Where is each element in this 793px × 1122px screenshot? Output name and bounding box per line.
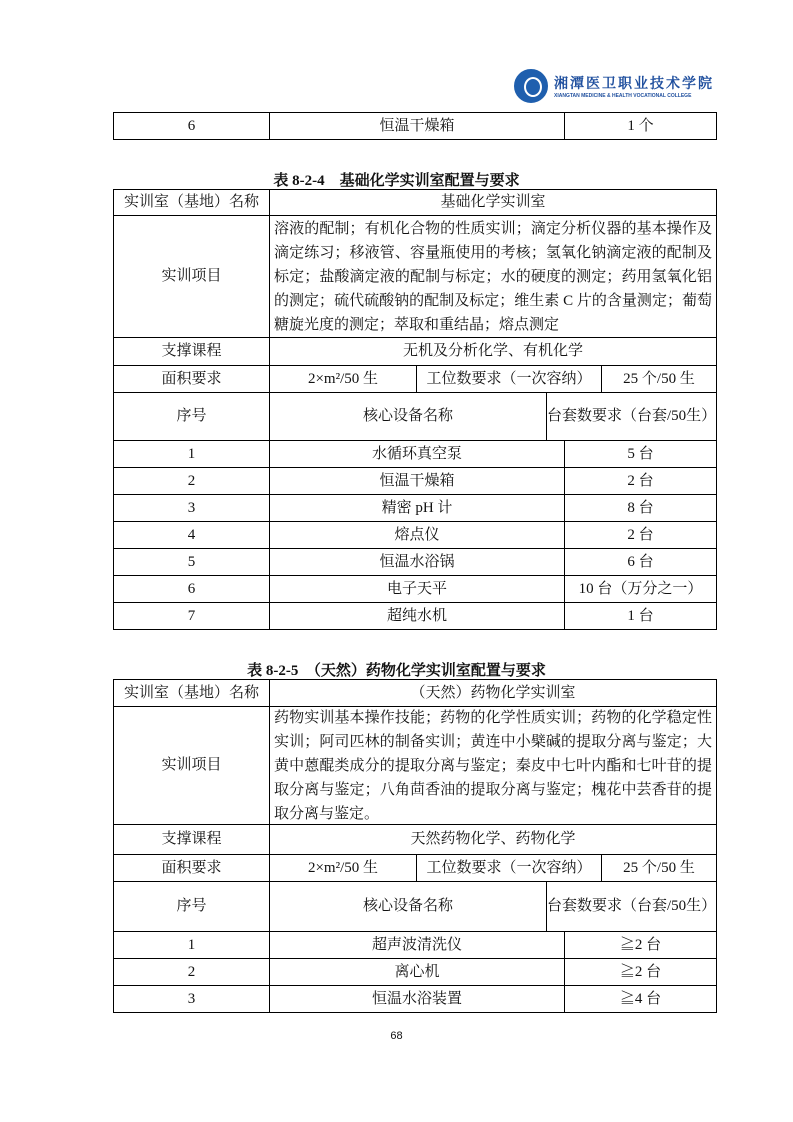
cell-qty: 8 台 <box>564 495 716 521</box>
table-row <box>113 881 717 932</box>
cell-qty: 10 台（万分之一） <box>564 576 716 602</box>
cell-name: 精密 pH 计 <box>269 495 564 521</box>
table-row <box>113 467 717 495</box>
label-station: 工位数要求（一次容纳） <box>416 366 601 392</box>
cell-qty: 6 台 <box>564 549 716 575</box>
cell-qty: 2 台 <box>564 522 716 548</box>
header-qty: 台套数要求（台套/50生） <box>546 882 716 931</box>
cell-no: 1 <box>187 445 196 462</box>
cell-qty: ≧2 台 <box>564 932 716 958</box>
cell-name: 超声波清洗仪 <box>269 932 564 958</box>
table-row <box>113 548 717 576</box>
cell-name: 熔点仪 <box>269 522 564 548</box>
table-row <box>113 392 717 441</box>
table-title: 表 8-2-5 （天然）药物化学实训室配置与要求 <box>247 663 546 679</box>
cell-name: 恒温水浴锅 <box>269 549 564 575</box>
course: 无机及分析化学、有机化学 <box>269 338 716 365</box>
cell-name: 恒温水浴装置 <box>269 986 564 1012</box>
cell-no: 3 <box>187 990 196 1007</box>
cell-name: 恒温干燥箱 <box>269 113 564 139</box>
logo-en: XIANGTAN MEDICINE & HEALTH VOCATIONAL COLLEGE <box>554 93 692 99</box>
cell-qty: ≧2 台 <box>564 959 716 985</box>
table-8-2-5 <box>113 680 717 1013</box>
label-course: 支撑课程 <box>161 343 222 359</box>
cell-name: 电子天平 <box>269 576 564 602</box>
label-projects: 实训项目 <box>161 757 222 773</box>
cell-name: 超纯水机 <box>269 603 564 629</box>
lab-name: 基础化学实训室 <box>269 190 716 215</box>
cell-qty: ≧4 台 <box>564 986 716 1012</box>
table-row <box>113 958 717 986</box>
cell-no: 1 <box>187 936 196 953</box>
area: 2×m²/50 生 <box>269 855 416 881</box>
table-row <box>113 854 717 882</box>
cell-name: 水循环真空泵 <box>269 441 564 467</box>
table-row <box>113 824 717 855</box>
label-area: 面积要求 <box>161 370 222 387</box>
lab-name: （天然）药物化学实训室 <box>269 680 716 706</box>
table-title: 表 8-2-4 基础化学实训室配置与要求 <box>273 173 520 189</box>
college-logo <box>514 66 714 106</box>
cell-name: 离心机 <box>269 959 564 985</box>
station: 25 个/50 生 <box>601 366 716 392</box>
logo-cn: 湘潭医卫职业技术学院 <box>554 77 714 92</box>
cell-no: 6 <box>187 580 196 597</box>
cell-qty: 5 台 <box>564 441 716 467</box>
cell-no: 2 <box>187 472 196 489</box>
header-name: 核心设备名称 <box>269 882 546 931</box>
projects: 药物实训基本操作技能；药物的化学性质实训；药物的化学稳定性实训；阿司匹林的制备实训；黄连中小檗碱的提取分离与鉴定；大黄中蒽醌类成分的提取分离与鉴定；秦皮中七叶内酯和七叶苷的提取分离与鉴定；八角茴香油的提取分离与鉴定；槐花中芸香苷的提取分离与鉴定。 <box>269 707 716 824</box>
cell-no: 7 <box>187 607 196 624</box>
table-row <box>113 931 717 959</box>
table-row <box>113 494 717 522</box>
table-row <box>113 365 717 393</box>
table-8-2-4 <box>113 190 717 630</box>
table-row <box>113 521 717 549</box>
label-station: 工位数要求（一次容纳） <box>416 855 601 881</box>
course: 天然药物化学、药物化学 <box>269 825 716 854</box>
table-row <box>113 112 717 140</box>
table-row <box>113 440 717 468</box>
projects: 溶液的配制；有机化合物的性质实训；滴定分析仪器的基本操作及滴定练习；移液管、容量瓶使用的考核；氢氧化钠滴定液的配制及标定；盐酸滴定液的配制与标定；水的硬度的测定；药用氢氧化铝的测定；硫代硫酸钠的配制及标定；维生素 C 片的含量测定；葡萄糖旋光度的测定；萃取和重结晶；熔点测定 <box>269 216 716 337</box>
table-row <box>113 602 717 630</box>
area: 2×m²/50 生 <box>269 366 416 392</box>
emblem-icon <box>514 69 548 103</box>
label-lab-name: 实训室（基地）名称 <box>123 684 259 701</box>
label-course: 支撑课程 <box>161 831 222 847</box>
cell-no: 2 <box>187 963 196 980</box>
table-row <box>113 337 717 366</box>
table-row <box>113 189 717 216</box>
table-row <box>113 679 717 707</box>
table-row <box>113 215 717 338</box>
header-no: 序号 <box>176 898 207 914</box>
cell-no: 4 <box>187 526 196 543</box>
table-row <box>113 575 717 603</box>
cell-name: 恒温干燥箱 <box>269 468 564 494</box>
cell-qty: 2 台 <box>564 468 716 494</box>
header-name: 核心设备名称 <box>269 393 546 440</box>
header-no: 序号 <box>176 408 207 424</box>
cell-no: 5 <box>187 553 196 570</box>
label-projects: 实训项目 <box>161 268 222 284</box>
previous-table-tail <box>113 113 717 140</box>
cell-no: 3 <box>187 499 196 516</box>
page-number: 68 <box>390 1030 403 1042</box>
header-qty: 台套数要求（台套/50生） <box>546 393 716 440</box>
cell-no: 6 <box>187 117 196 134</box>
label-lab-name: 实训室（基地）名称 <box>123 194 259 210</box>
cell-qty: 1 个 <box>564 113 716 139</box>
station: 25 个/50 生 <box>601 855 716 881</box>
cell-qty: 1 台 <box>564 603 716 629</box>
label-area: 面积要求 <box>161 859 222 876</box>
table-row <box>113 985 717 1013</box>
table-row <box>113 706 717 825</box>
